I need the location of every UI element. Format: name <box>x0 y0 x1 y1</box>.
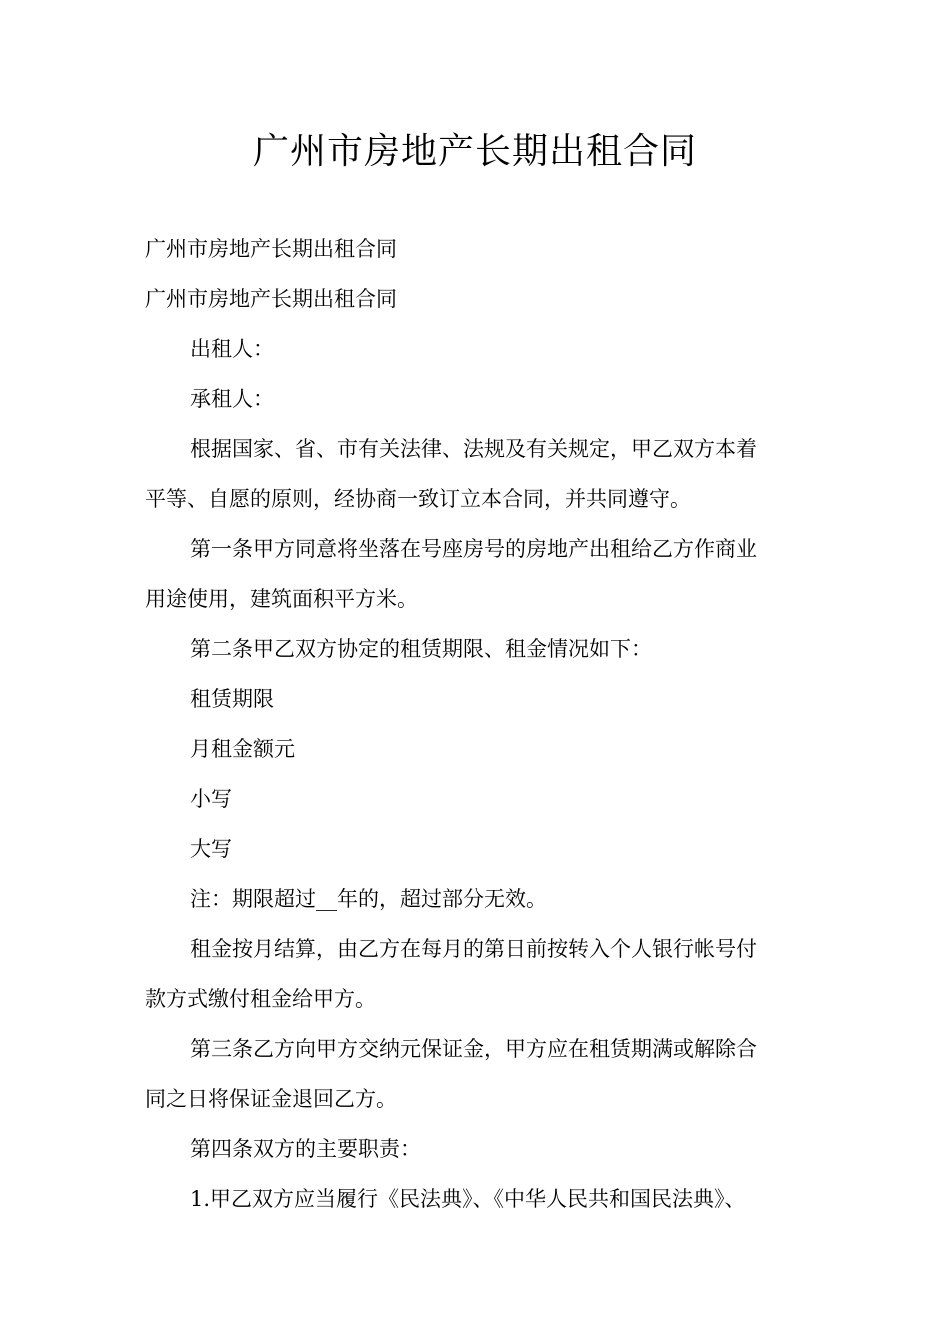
lessor-label: 出租人： <box>190 337 274 361</box>
payment-line-1: 租金按月结算，由乙方在每月的第日前按转入个人银行帐号付 <box>190 937 757 961</box>
article-4-heading: 第四条双方的主要职责： <box>190 1137 421 1161</box>
lessee-label: 承租人： <box>190 387 274 411</box>
term-note: 注：期限超过__年的，超过部分无效。 <box>190 887 547 911</box>
preamble-line-2: 平等、自愿的原则，经协商一致订立本合同，并共同遵守。 <box>145 487 691 511</box>
amount-words-label: 大写 <box>190 837 232 861</box>
amount-figures-label: 小写 <box>190 787 232 811</box>
monthly-rent-label: 月租金额元 <box>190 737 295 761</box>
article-3-line-1: 第三条乙方向甲方交纳元保证金，甲方应在租赁期满或解除合 <box>190 1037 757 1061</box>
article-2-heading: 第二条甲乙双方协定的租赁期限、租金情况如下： <box>190 637 652 661</box>
preamble-line-1: 根据国家、省、市有关法律、法规及有关规定，甲乙双方本着 <box>190 437 757 461</box>
text-line-heading-repeat: 广州市房地产长期出租合同 <box>145 287 397 311</box>
payment-line-2: 款方式缴付租金给甲方。 <box>145 987 376 1011</box>
article-3-line-2: 同之日将保证金退回乙方。 <box>145 1087 397 1111</box>
article-1-line-1: 第一条甲方同意将坐落在号座房号的房地产出租给乙方作商业 <box>190 537 757 561</box>
lease-term-label: 租赁期限 <box>190 687 274 711</box>
document-title: 广州市房地产长期出租合同 <box>252 131 697 172</box>
article-1-line-2: 用途使用，建筑面积平方米。 <box>145 587 418 611</box>
article-4-item-1: 1.甲乙双方应当履行《民法典》、《中华人民共和国民法典》、 <box>190 1187 746 1211</box>
text-line-heading: 广州市房地产长期出租合同 <box>145 237 397 261</box>
